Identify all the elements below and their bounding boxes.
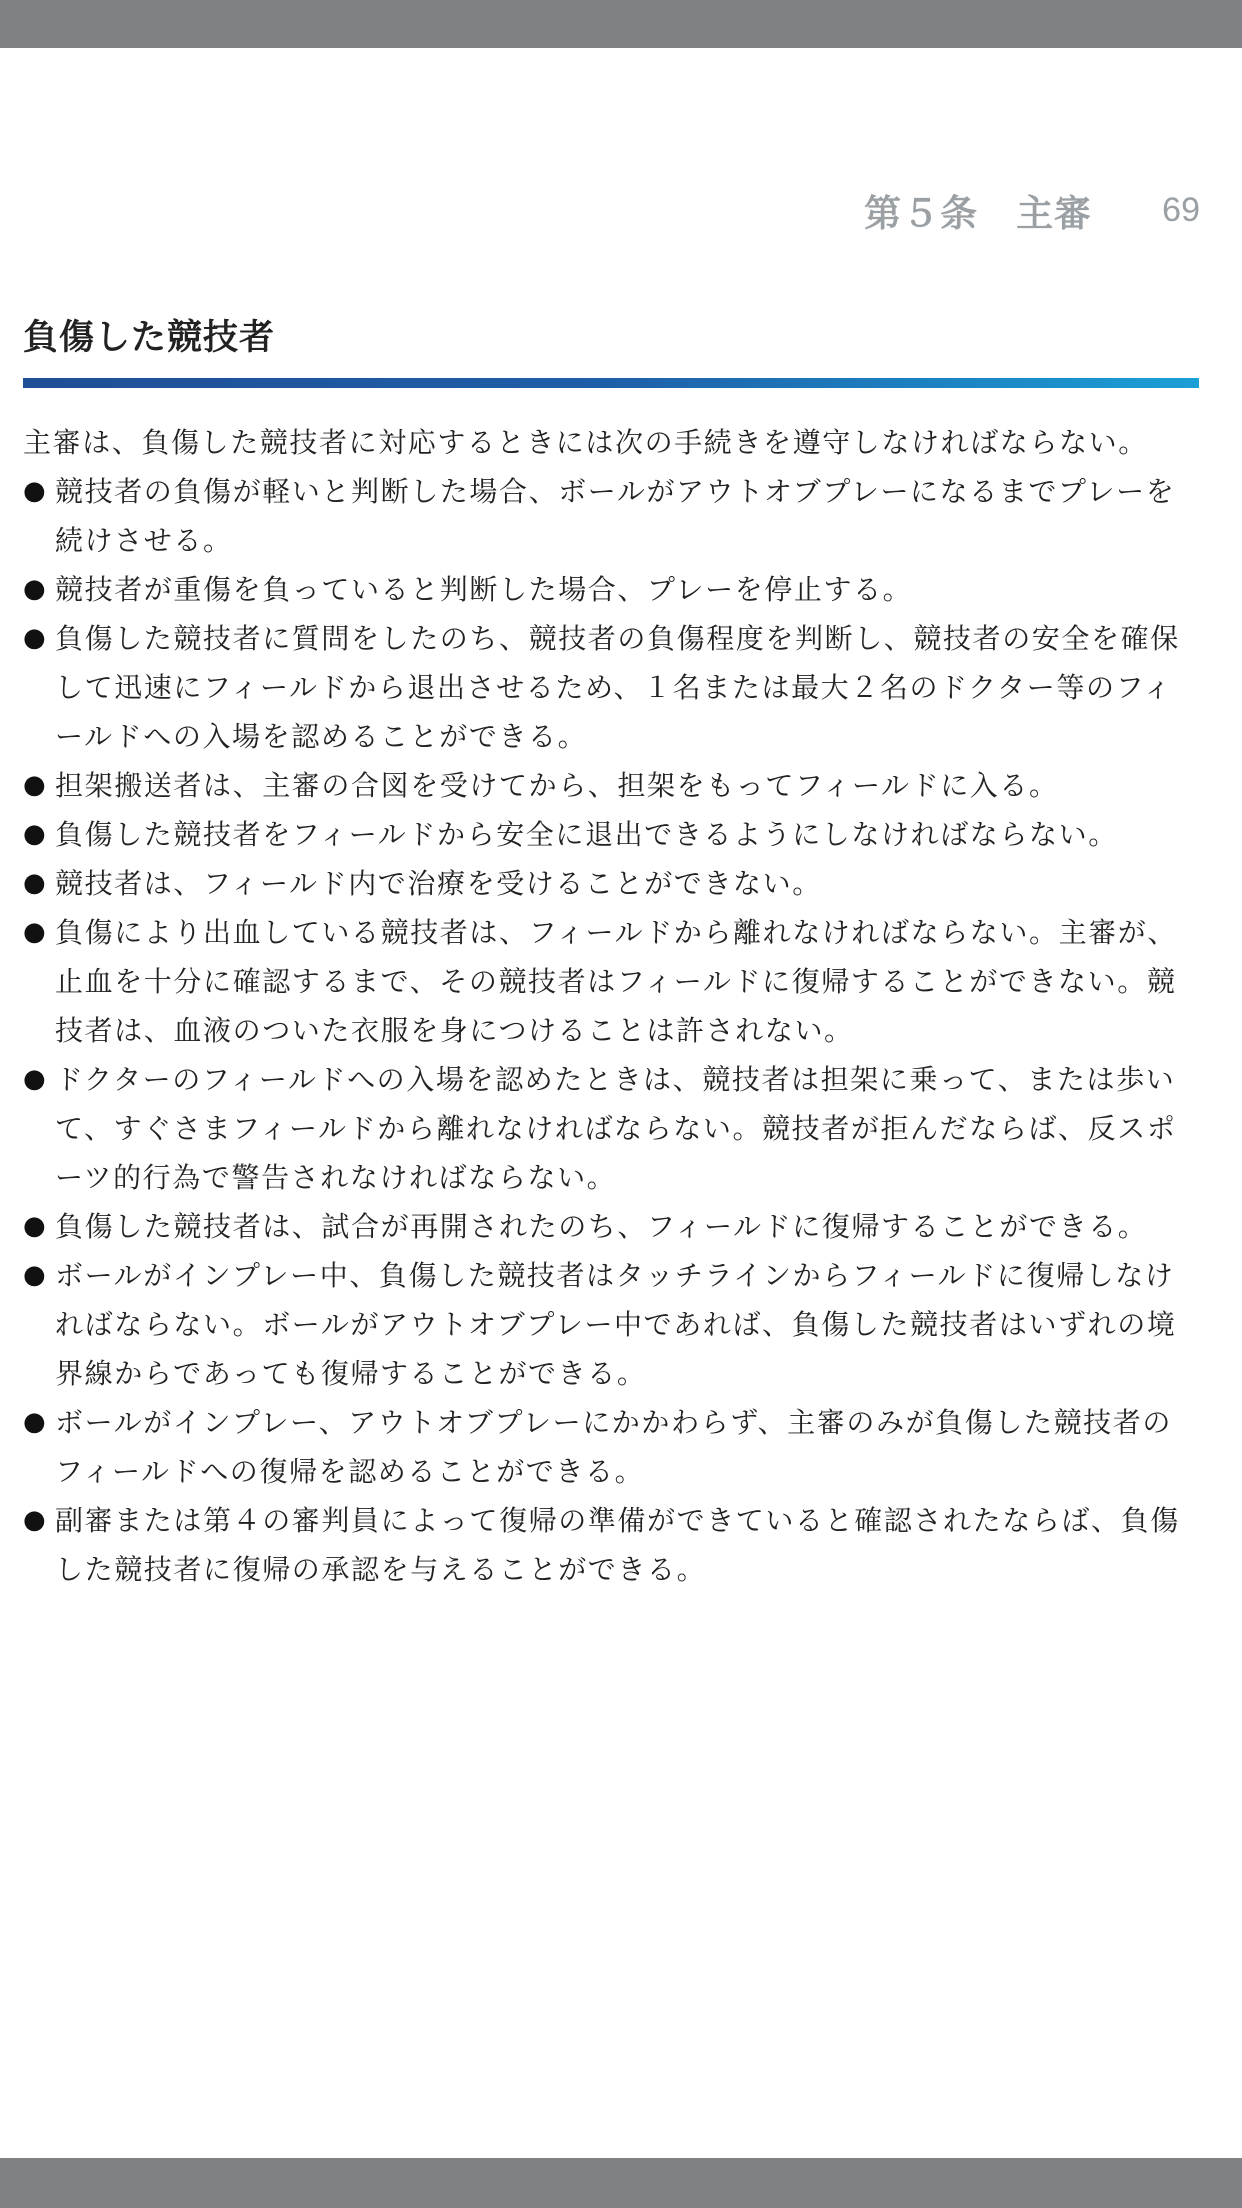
intro-paragraph: 主審は、負傷した競技者に対応するときには次の手続きを遵守しなければならない。	[23, 426, 1148, 459]
bullet-icon: ●	[23, 1211, 48, 1241]
list-item	[23, 810, 1201, 859]
list-item	[23, 467, 1201, 565]
title-rule	[23, 378, 1199, 388]
bullet-icon: ●	[23, 623, 48, 653]
list-item-text: 競技者の負傷が軽いと判断した場合、ボールがアウトオブプレーになるまでプレーを続けさせる。	[55, 475, 1176, 557]
list-item	[23, 859, 1201, 908]
bullet-icon: ●	[23, 574, 48, 604]
bullet-icon: ●	[23, 917, 48, 947]
page-number: 69	[1162, 190, 1200, 229]
list-item-text: ボールがインプレー、アウトオブプレーにかかわらず、主審のみが負傷した競技者のフィールドへの復帰を認めることができる。	[55, 1406, 1172, 1488]
list-item-text: 副審または第４の審判員によって復帰の準備ができていると確認されたならば、負傷した競技者に復帰の承認を与えることができる。	[55, 1504, 1180, 1586]
top-bar	[0, 0, 1242, 48]
list-item-text: 負傷した競技者をフィールドから安全に退出できるようにしなければならない。	[55, 818, 1118, 851]
list-item	[23, 565, 1201, 614]
bullet-icon: ●	[23, 1064, 48, 1094]
list-item	[23, 1202, 1201, 1251]
bullet-icon: ●	[23, 868, 48, 898]
list-item-text: 負傷した競技者は、試合が再開されたのち、フィールドに復帰することができる。	[55, 1210, 1148, 1243]
bottom-bar	[0, 2158, 1242, 2208]
section-title: 負傷した競技者	[23, 318, 276, 358]
list-item-text: 負傷により出血している競技者は、フィールドから離れなければならない。主審が、止血を十分に確認するまで、その競技者はフィールドに復帰することができない。競技者は、血液のついた衣服を身につけることは許されない。	[55, 916, 1178, 1047]
list-item	[23, 908, 1201, 1055]
list-item	[23, 1496, 1201, 1594]
list-item-text: 競技者は、フィールド内で治療を受けることができない。	[55, 867, 822, 900]
bullet-icon: ●	[23, 819, 48, 849]
bullet-icon: ●	[23, 1260, 48, 1290]
list-item-text: ドクターのフィールドへの入場を認めたときは、競技者は担架に乗って、または歩いて、すぐさまフィールドから離れなければならない。競技者が拒んだならば、反スポーツ的行為で警告されなければならない。	[55, 1063, 1177, 1194]
list-item	[23, 1398, 1201, 1496]
list-item	[23, 761, 1201, 810]
bullet-icon: ●	[23, 1407, 48, 1437]
bullet-icon: ●	[23, 1505, 48, 1535]
running-head	[864, 185, 1200, 235]
list-item	[23, 1055, 1201, 1202]
bullet-icon: ●	[23, 770, 48, 800]
list-item	[23, 1251, 1201, 1398]
body-text	[23, 418, 1201, 1594]
list-item	[23, 614, 1201, 761]
list-item-text: ボールがインプレー中、負傷した競技者はタッチラインからフィールドに復帰しなければならない。ボールがアウトオブプレー中であれば、負傷した競技者はいずれの境界線からであっても復帰することができる。	[55, 1259, 1177, 1390]
list-item-text: 負傷した競技者に質問をしたのち、競技者の負傷程度を判断し、競技者の安全を確保して迅速にフィールドから退出させるため、１名または最大２名のドクター等のフィールドへの入場を認めることができる。	[55, 622, 1180, 753]
list-item-text: 担架搬送者は、主審の合図を受けてから、担架をもってフィールドに入る。	[55, 769, 1059, 802]
list-item-text: 競技者が重傷を負っていると判断した場合、プレーを停止する。	[55, 573, 913, 606]
bullet-icon: ●	[23, 476, 48, 506]
procedure-list	[23, 467, 1201, 1594]
chapter-heading: 第５条 主審	[864, 192, 1093, 235]
